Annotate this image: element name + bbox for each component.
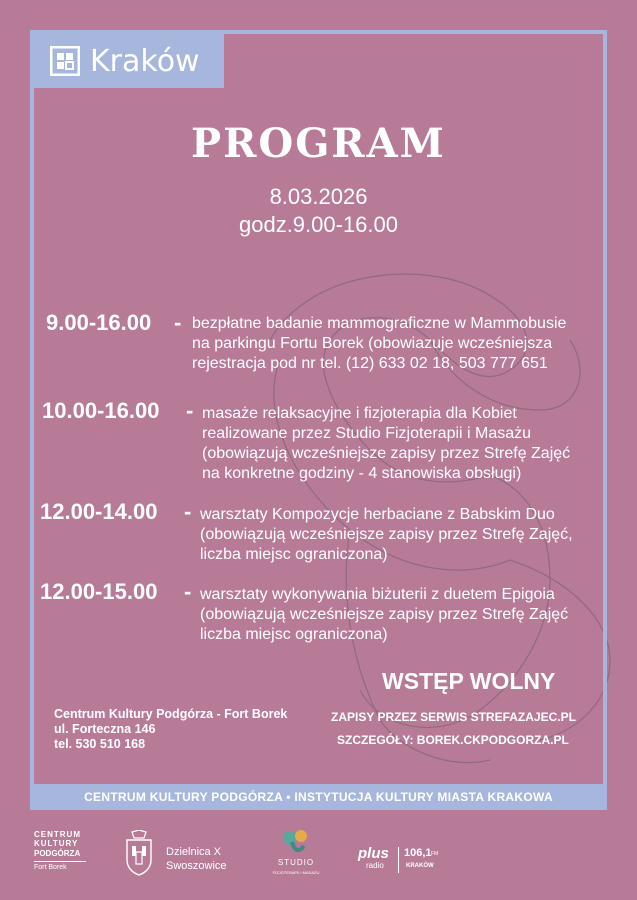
ckp-logo-sub: Fort Borek [34,864,67,871]
free-entry-heading: WSTĘP WOLNY [382,668,556,694]
radio-divider [398,847,399,873]
schedule-desc-line: na parkingu Fortu Borek (obowiazuje wcześniejsza [192,335,553,352]
schedule-desc-line: warsztaty wykonywania biżuterii z duetem Epigoia [200,586,555,603]
schedule-dash: - [184,579,192,604]
studio-sub: FIZJOTERAPII I MASAŻU [272,870,320,875]
venue-name: Centrum Kultury Podgórza - Fort Borek [54,707,288,721]
ckp-logo-line: KULTURY [34,839,79,848]
event-date: 8.03.2026 [269,184,368,209]
schedule-desc-line: na konkretne godziny - 4 stanowiska obsługi) [202,465,522,482]
krakow-logo [34,34,224,88]
event-hours: godz.9.00-16.00 [238,212,399,237]
schedule-dash: - [184,499,192,524]
schedule-desc-line: (obowiązują wcześniejsze zapisy przez Strefę Zajęć, [200,526,573,543]
krakow-logo-text: Kraków [90,43,200,79]
schedule-time: 12.00-15.00 [40,579,158,604]
radio-unit: FM [431,851,439,857]
radio-city: KRAKÓW [406,863,434,869]
signup-link[interactable]: ZAPISY PRZEZ SERWIS STREFAZAJEC.PL [331,710,576,724]
schedule-desc-line: (obowiązują wcześniejsze zapisy przez Strefę Zajęć [200,606,569,623]
details-link[interactable]: SZCZEGÓŁY: BOREK.CKPODGORZA.PL [337,733,569,747]
studio-logo [268,828,324,880]
footer-bar: CENTRUM KULTURY PODGÓRZA • INSTYTUCJA KULTURY MIASTA KRAKOWA [30,784,607,810]
schedule-time: 9.00-16.00 [46,310,152,335]
ckp-logo-line: CENTRUM [34,830,81,839]
venue-address: ul. Forteczna 146 [54,722,156,736]
schedule-time: 10.00-16.00 [42,398,160,423]
radio-logo [358,845,442,877]
studio-emblem-icon [278,828,314,856]
page-title: PROGRAM [191,120,446,167]
ckp-logo-line: PODGÓRZA [34,849,81,858]
schedule-desc-line: realizowane przez Studio Fizjoterapii i Masażu [202,425,532,442]
krakow-emblem-icon [50,46,80,76]
venue-phone: tel. 530 510 168 [54,737,146,751]
schedule-desc-line: masaże relaksacyjne i fizjoterapia dla Kobiet [202,405,517,422]
radio-sub: radio [366,861,384,870]
dzielnica-line: Dzielnica X [166,846,222,858]
schedule-dash: - [174,310,182,335]
schedule-time: 12.00-14.00 [40,499,158,524]
radio-name: plus [358,845,389,862]
schedule-desc-line: rejestracja pod nr tel. (12) 633 02 18, 503 777 651 [192,355,548,372]
coat-of-arms-icon [124,830,154,876]
schedule-desc-line: (obowiązują wcześniejsze zapisy przez Strefę Zajęć [202,445,571,462]
studio-name: STUDIO [277,858,315,867]
schedule-desc-line: liczba miejsc ograniczona) [200,626,388,643]
radio-frequency: 106,1 [404,847,432,859]
schedule-desc-line: warsztaty Kompozycje herbaciane z Babskim Duo [200,506,555,523]
ckp-logo [34,830,94,871]
dzielnica-line: Swoszowice [166,860,227,872]
schedule-dash: - [186,398,194,423]
schedule-desc-line: bezpłatne badanie mammograficzne w Mammobusie [192,315,567,332]
schedule-desc-line: liczba miejsc ograniczona) [200,546,388,563]
